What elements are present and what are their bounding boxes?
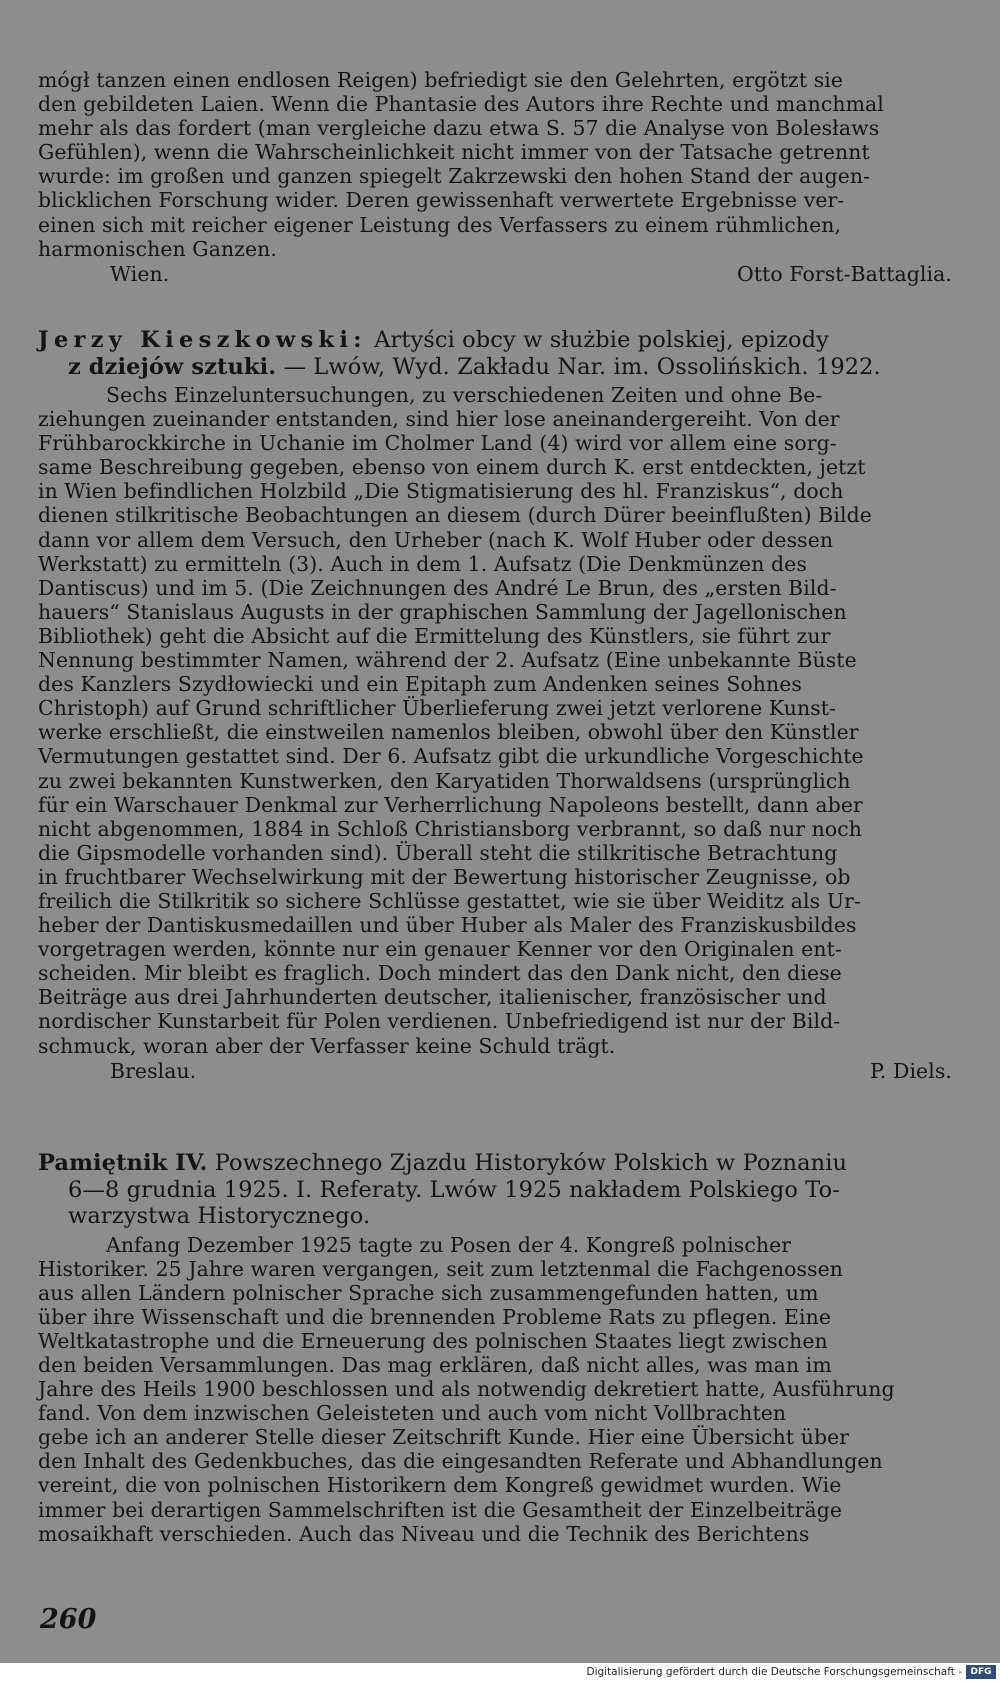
text-line: Historiker. 25 Jahre waren vergangen, seit zum letztenmal die Fachgenossen: [38, 1256, 844, 1281]
text-line: same Beschreibung gegeben, ebenso von einem durch K. erst entdeckten, jetzt: [38, 455, 866, 480]
text-line: Bibliothek) geht die Absicht auf die Ermittelung des Künstlers, sie führt zur: [38, 623, 831, 648]
text-line: freilich die Stilkritik so sichere Schlüsse gestattet, wie sie über Weiditz als Ur-: [38, 888, 861, 913]
reviewed-title-bold: Pamiętnik IV.: [38, 1150, 208, 1176]
reviewed-author: Jerzy Kieszkowski:: [38, 327, 367, 353]
page-number: 260: [40, 1604, 97, 1635]
text-line: Christoph) auf Grund schriftlicher Überlieferung zwei jetzt verlorene Kunst-: [38, 696, 837, 721]
review-otto-forst-battaglia: [38, 68, 972, 286]
text-line: hauers“ Stanislaus Augusts in der graphischen Sammlung der Jagellonischen: [38, 599, 847, 624]
signature-line: [38, 262, 972, 286]
text-line: Frühbarockkirche in Uchanie im Cholmer Land (4) wird vor allem eine sorg-: [38, 431, 837, 456]
text-line: ziehungen zueinander entstanden, sind hier lose aneinandergereiht. Von der: [38, 407, 840, 432]
text-line: einen sich mit reicher eigener Leistung des Verfassers zu einem rühmlichen,: [38, 212, 842, 237]
text-line: zu zwei bekannten Kunstwerken, den Karyatiden Thorwaldsens (ursprünglich: [38, 768, 851, 793]
text-line: den beiden Versammlungen. Das mag erklären, daß nicht alles, was man im: [38, 1352, 832, 1377]
text-line: Vermutungen gestattet sind. Der 6. Aufsatz gibt die urkundliche Vorgeschichte: [38, 744, 864, 769]
review-kieszkowski: [38, 327, 972, 1083]
signature-reviewer: Otto Forst-Battaglia.: [737, 261, 952, 286]
reviewed-title-bold: z dziejów sztuki.: [68, 353, 277, 380]
reviewed-title-line-2: 6—8 grudnia 1925. I. Referaty. Lwów 1925 nakładem Polskiego To-: [68, 1176, 840, 1203]
text-line: Dantiscus) und im 5. (Die Zeichnungen des André Le Brun, des „ersten Bild-: [38, 575, 837, 600]
text-line: Nennung bestimmter Namen, während der 2. Aufsatz (Eine unbekannte Büste: [38, 648, 857, 673]
publication-details: — Lwów, Wyd. Zakładu Nar. im. Ossolińskich. 1922.: [276, 353, 881, 380]
dfg-logo: DFG: [966, 1665, 996, 1679]
text-line: nicht abgenommen, 1884 in Schloß Christiansborg verbrannt, so daß nur noch: [38, 816, 863, 841]
digitization-footer: [0, 1663, 1000, 1681]
review-body: [38, 383, 972, 1058]
signature-place: Breslau.: [110, 1058, 197, 1083]
text-line: werke erschließt, die einstweilen namenlos bleiben, obwohl über den Künstler: [38, 720, 859, 745]
text-line: Werkstatt) zu ermitteln (3). Auch in dem 1. Aufsatz (Die Denkmünzen des: [38, 551, 807, 576]
text-line: Gefühlen), wenn die Wahrscheinlichkeit nicht immer von der Tatsache getrennt: [38, 140, 870, 165]
text-line: blicklichen Forschung wider. Deren gewissenhaft verwertete Ergebnisse ver-: [38, 188, 845, 213]
signature-line: [38, 1059, 972, 1083]
text-line: wurde: im großen und ganzen spiegelt Zakrzewski den hohen Stand der augen-: [38, 164, 871, 189]
text-line: mehr als das fordert (man vergleiche dazu etwa S. 57 die Analyse von Bolesławs: [38, 116, 880, 141]
text-line: des Kanzlers Szydłowiecki und ein Epitaph zum Andenken seines Sohnes: [38, 672, 802, 697]
text-line: schmuck, woran aber der Verfasser keine Schuld trägt.: [38, 1033, 616, 1058]
text-line: scheiden. Mir bleibt es fraglich. Doch mindert das den Dank nicht, den diese: [38, 961, 842, 986]
review-body: [38, 1233, 972, 1546]
review-pamietnik: [38, 1150, 972, 1546]
text-line: Beiträge aus drei Jahrhunderten deutscher, italienischer, französischer und: [38, 985, 827, 1010]
text-line: dienen stilkritische Beobachtungen an diesem (durch Dürer beeinflußten) Bilde: [38, 503, 872, 528]
text-line: harmonischen Ganzen.: [38, 236, 278, 261]
text-line: die Gipsmodelle vorhanden sind). Überall steht die stilkritische Betrachtung: [38, 840, 838, 865]
reviewed-title-line-3: warzystwa Historycznego.: [68, 1203, 371, 1229]
text-line: vereint, die von polnischen Historikern dem Kongreß gewidmet wurden. Wie: [38, 1473, 842, 1498]
text-line: den Inhalt des Gedenkbuches, das die eingesandten Referate und Abhandlungen: [38, 1449, 883, 1474]
text-line: in fruchtbarer Wechselwirkung mit der Bewertung historischer Zeugnisse, ob: [38, 864, 851, 889]
review-heading: [38, 327, 972, 380]
text-line: über ihre Wissenschaft und die brennenden Probleme Rats zu pflegen. Eine: [38, 1304, 832, 1329]
review-body: [38, 68, 972, 261]
text-line: aus allen Ländern polnischer Sprache sich zusammengefunden hatten, um: [38, 1280, 819, 1305]
reviewed-title-line-2: [38, 354, 972, 381]
text-line: Anfang Dezember 1925 tagte zu Posen der 4. Kongreß polnischer: [106, 1232, 792, 1257]
reviewed-title-line-1: Artyści obcy w służbie polskiej, epizody: [374, 327, 829, 353]
text-line: Jahre des Heils 1900 beschlossen und als notwendig dekretiert hatte, Ausführung: [38, 1377, 895, 1402]
text-line: heber der Dantiskusmedaillen und über Huber als Maler des Franziskusbildes: [38, 913, 857, 938]
text-line: vorgetragen werden, könnte nur ein genauer Kenner vor den Originalen ent-: [38, 937, 842, 962]
text-line: nordischer Kunstarbeit für Polen verdienen. Unbefriedigend ist nur der Bild-: [38, 1009, 841, 1034]
text-line: für ein Warschauer Denkmal zur Verherrlichung Napoleons bestellt, dann aber: [38, 792, 863, 817]
text-line: Weltkatastrophe und die Erneuerung des polnischen Staates liegt zwischen: [38, 1328, 828, 1353]
signature-reviewer: P. Diels.: [870, 1058, 952, 1083]
text-line: mosaikhaft verschieden. Auch das Niveau und die Technik des Berichtens: [38, 1521, 810, 1546]
text-line: in Wien befindlichen Holzbild „Die Stigmatisierung des hl. Franziskus“, doch: [38, 479, 844, 504]
signature-place: Wien.: [110, 261, 170, 286]
text-line: Sechs Einzeluntersuchungen, zu verschiedenen Zeiten und ohne Be-: [106, 383, 823, 407]
text-line: mógł tanzen einen endlosen Reigen) befriedigt sie den Gelehrten, ergötzt sie: [38, 68, 844, 92]
text-line: gebe ich an anderer Stelle dieser Zeitschrift Kunde. Hier eine Übersicht über: [38, 1425, 850, 1450]
review-heading: [38, 1150, 972, 1230]
reviewed-title-line-1: Powszechnego Zjazdu Historyków Polskich w Poznaniu: [207, 1150, 848, 1176]
text-line: immer bei derartigen Sammelschriften ist die Gesamtheit der Einzelbeiträge: [38, 1497, 843, 1522]
text-line: dann vor allem dem Versuch, den Urheber (nach K. Wolf Huber oder dessen: [38, 527, 834, 552]
text-line: fand. Von dem inzwischen Geleisteten und auch vom nicht Vollbrachten: [38, 1401, 787, 1426]
funding-credit: Digitalisierung gefördert durch die Deutsche Forschungsgemeinschaft -: [586, 1666, 962, 1678]
text-line: den gebildeten Laien. Wenn die Phantasie des Autors ihre Rechte und manchmal: [38, 92, 884, 117]
